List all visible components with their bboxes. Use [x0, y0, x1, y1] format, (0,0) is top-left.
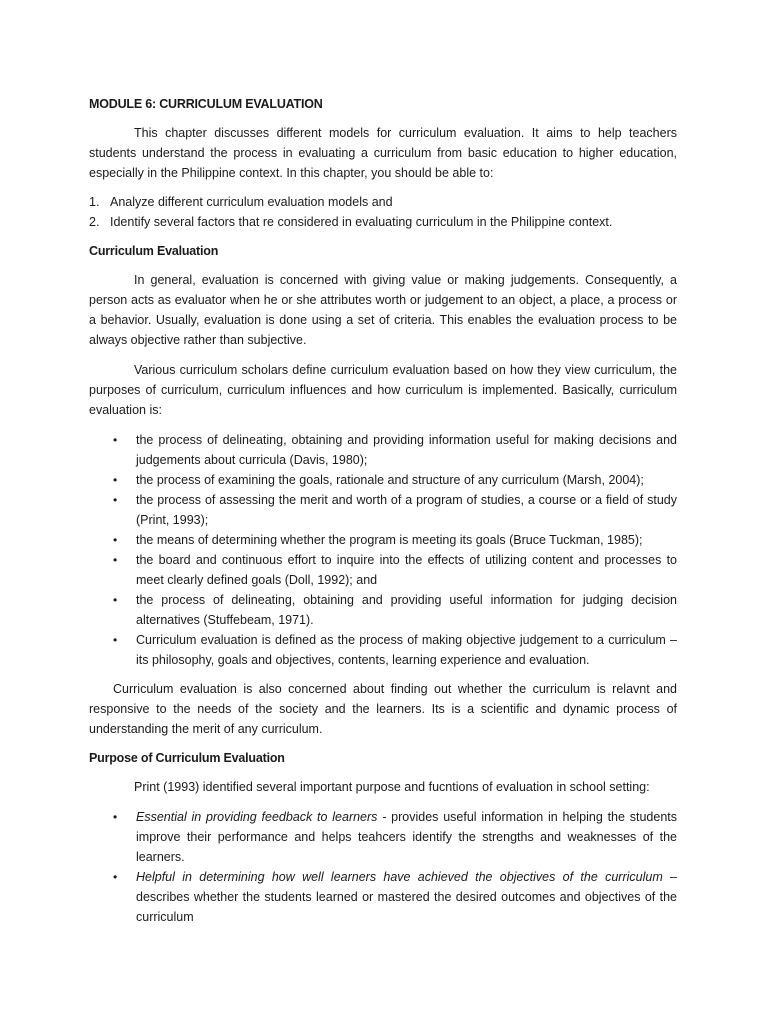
list-text: the board and continuous effort to inquire into the effects of utilizing content and processes to meet clearly defined goals (Doll, 1992); and [136, 553, 677, 587]
bullet-icon: • [113, 473, 118, 487]
list-item [89, 192, 677, 212]
bullet-icon: • [113, 533, 118, 547]
list-text: provides useful information in helping the students improve their performance and helps teahcers identify the strengths and weaknesses of the learners. [136, 810, 678, 864]
objectives-list [89, 192, 677, 232]
paragraph: Print (1993) identified several important purpose and fucntions of evaluation in school setting: [134, 780, 650, 794]
list-lead: Helpful in determining how well learners have achieved the objectives of the curriculum [136, 870, 663, 884]
definitions-list [89, 430, 677, 670]
list-text: the process of examining the goals, rationale and structure of any curriculum (Marsh, 2004); [136, 473, 644, 487]
list-item [89, 590, 677, 630]
bullet-icon: • [113, 870, 118, 884]
purpose-list [89, 807, 677, 927]
list-item [89, 867, 677, 927]
bullet-icon: • [113, 810, 118, 824]
list-number: 2. [89, 215, 100, 229]
list-text: the process of assessing the merit and worth of a program of studies, a course or a field of study (Print, 1993); [136, 493, 677, 527]
paragraph: Curriculum evaluation is also concerned about finding out whether the curriculum is relavnt and responsive to the needs of the society and the learners. Its is a scientific and dynamic process of understanding the merit of any curriculum. [89, 682, 677, 736]
paragraph: In general, evaluation is concerned with giving value or making judgements. Consequently, a person acts as evaluator when he or she attributes worth or judgement to an object, a place, a process or a behavior. Usually, evaluation is done using a set of criteria. This enables the evaluation process to be always objective rather than subjective. [89, 273, 677, 347]
bullet-icon: • [113, 593, 118, 607]
bullet-icon: • [113, 553, 118, 567]
list-number: 1. [89, 195, 100, 209]
list-item [89, 430, 677, 470]
section-heading: Purpose of Curriculum Evaluation [89, 751, 285, 765]
section-heading: Curriculum Evaluation [89, 244, 219, 258]
list-item [89, 490, 677, 530]
list-item [89, 212, 677, 232]
list-text: the process of delineating, obtaining and providing information useful for making decisions and judgements about curricula (Davis, 1980); [136, 433, 677, 467]
module-title: MODULE 6: CURRICULUM EVALUATION [89, 97, 323, 111]
list-text: – describes whether the students learned or mastered the desired outcomes and objectives of the curriculum [136, 870, 677, 924]
paragraph: Various curriculum scholars define curriculum evaluation based on how they view curriculum, the purposes of curriculum, curriculum influences and how curriculum is implemented. Basically, curriculum evaluation is: [89, 363, 677, 417]
bullet-icon: • [113, 433, 118, 447]
document-page [89, 94, 677, 927]
list-text: Identify several factors that re considered in evaluating curriculum in the Philippine context. [110, 215, 613, 229]
intro-paragraph: This chapter discusses different models for curriculum evaluation. It aims to help teachers students understand the process in evaluating a curriculum from basic education to higher education, especially in the Philippine context. In this chapter, you should be able to: [89, 126, 677, 180]
list-item [89, 630, 677, 670]
list-item [89, 530, 677, 550]
list-text: the means of determining whether the program is meeting its goals (Bruce Tuckman, 1985); [136, 533, 643, 547]
list-item [89, 550, 677, 590]
list-item [89, 807, 677, 867]
list-text: the process of delineating, obtaining and providing useful information for judging decision alternatives (Stuffebeam, 1971). [136, 593, 677, 627]
list-item [89, 470, 677, 490]
bullet-icon: • [113, 633, 118, 647]
list-lead: Essential in providing feedback to learners - [136, 810, 392, 824]
bullet-icon: • [113, 493, 118, 507]
list-text: Analyze different curriculum evaluation models and [110, 195, 393, 209]
list-text: Curriculum evaluation is defined as the process of making objective judgement to a curriculum – its philosophy, goals and objectives, contents, learning experience and evaluation. [136, 633, 677, 667]
